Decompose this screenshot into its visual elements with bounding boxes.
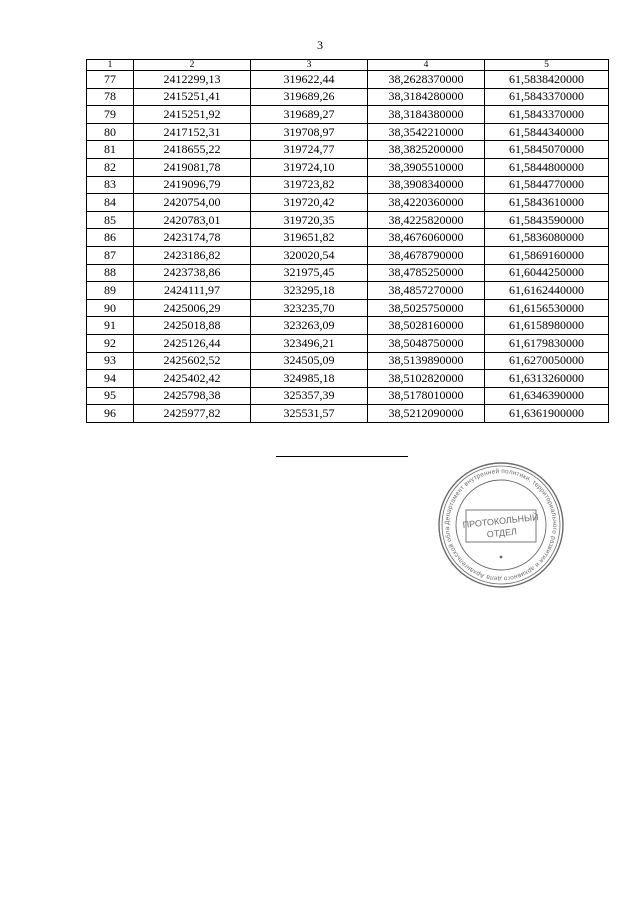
y-coordinate-cell: 323496,21 — [251, 334, 368, 352]
y-coordinate-cell: 319720,35 — [251, 211, 368, 229]
point-number-cell: 89 — [87, 282, 134, 300]
latitude-cell: 61,6346390000 — [485, 387, 609, 405]
longitude-cell: 38,5048750000 — [368, 334, 485, 352]
y-coordinate-cell: 324985,18 — [251, 370, 368, 388]
y-coordinate-cell: 319622,44 — [251, 71, 368, 89]
x-coordinate-cell: 2425018,88 — [134, 317, 251, 335]
y-coordinate-cell: 319724,77 — [251, 141, 368, 159]
latitude-cell: 61,5843590000 — [485, 211, 609, 229]
table-row — [87, 141, 609, 159]
point-number-cell: 77 — [87, 71, 134, 89]
y-coordinate-cell: 323295,18 — [251, 282, 368, 300]
table-row — [87, 176, 609, 194]
latitude-cell: 61,5838420000 — [485, 71, 609, 89]
column-header-5: 5 — [485, 60, 609, 71]
latitude-cell: 61,5843370000 — [485, 106, 609, 124]
point-number-cell: 95 — [87, 387, 134, 405]
longitude-cell: 38,4225820000 — [368, 211, 485, 229]
latitude-cell: 61,6361900000 — [485, 405, 609, 423]
table-row — [87, 71, 609, 89]
longitude-cell: 38,5139890000 — [368, 352, 485, 370]
longitude-cell: 38,4785250000 — [368, 264, 485, 282]
point-number-cell: 88 — [87, 264, 134, 282]
y-coordinate-cell: 323263,09 — [251, 317, 368, 335]
column-header-1: 1 — [87, 60, 134, 71]
longitude-cell: 38,3908340000 — [368, 176, 485, 194]
latitude-cell: 61,6044250000 — [485, 264, 609, 282]
table-row — [87, 123, 609, 141]
column-header-4: 4 — [368, 60, 485, 71]
x-coordinate-cell: 2423186,82 — [134, 246, 251, 264]
x-coordinate-cell: 2418655,22 — [134, 141, 251, 159]
x-coordinate-cell: 2425798,38 — [134, 387, 251, 405]
longitude-cell: 38,4676060000 — [368, 229, 485, 247]
table-row — [87, 387, 609, 405]
longitude-cell: 38,5025750000 — [368, 299, 485, 317]
x-coordinate-cell: 2417152,31 — [134, 123, 251, 141]
longitude-cell: 38,3905510000 — [368, 158, 485, 176]
x-coordinate-cell: 2425126,44 — [134, 334, 251, 352]
longitude-cell: 38,3184280000 — [368, 88, 485, 106]
x-coordinate-cell: 2415251,41 — [134, 88, 251, 106]
x-coordinate-cell: 2425402,42 — [134, 370, 251, 388]
x-coordinate-cell: 2423738,86 — [134, 264, 251, 282]
y-coordinate-cell: 319720,42 — [251, 194, 368, 212]
x-coordinate-cell: 2419096,79 — [134, 176, 251, 194]
latitude-cell: 61,6156530000 — [485, 299, 609, 317]
point-number-cell: 80 — [87, 123, 134, 141]
x-coordinate-cell: 2420783,01 — [134, 211, 251, 229]
point-number-cell: 78 — [87, 88, 134, 106]
longitude-cell: 38,3542210000 — [368, 123, 485, 141]
table-row — [87, 352, 609, 370]
point-number-cell: 90 — [87, 299, 134, 317]
latitude-cell: 61,5843610000 — [485, 194, 609, 212]
svg-text:ОТДЕЛ: ОТДЕЛ — [486, 526, 518, 540]
latitude-cell: 61,6158980000 — [485, 317, 609, 335]
latitude-cell: 61,5836080000 — [485, 229, 609, 247]
y-coordinate-cell: 324505,09 — [251, 352, 368, 370]
point-number-cell: 79 — [87, 106, 134, 124]
y-coordinate-cell: 321975,45 — [251, 264, 368, 282]
y-coordinate-cell: 319689,26 — [251, 88, 368, 106]
y-coordinate-cell: 319724,10 — [251, 158, 368, 176]
longitude-cell: 38,3825200000 — [368, 141, 485, 159]
longitude-cell: 38,4678790000 — [368, 246, 485, 264]
point-number-cell: 96 — [87, 405, 134, 423]
table-row — [87, 211, 609, 229]
latitude-cell: 61,6162440000 — [485, 282, 609, 300]
closing-line — [276, 456, 408, 457]
y-coordinate-cell: 323235,70 — [251, 299, 368, 317]
table-row — [87, 282, 609, 300]
longitude-cell: 38,5028160000 — [368, 317, 485, 335]
point-number-cell: 84 — [87, 194, 134, 212]
latitude-cell: 61,5869160000 — [485, 246, 609, 264]
point-number-cell: 81 — [87, 141, 134, 159]
x-coordinate-cell: 2425602,52 — [134, 352, 251, 370]
point-number-cell: 87 — [87, 246, 134, 264]
latitude-cell: 61,6313260000 — [485, 370, 609, 388]
latitude-cell: 61,5844340000 — [485, 123, 609, 141]
svg-text:ПРОТОКОЛЬНЫЙ: ПРОТОКОЛЬНЫЙ — [462, 512, 539, 530]
longitude-cell: 38,4857270000 — [368, 282, 485, 300]
table-row — [87, 106, 609, 124]
y-coordinate-cell: 319708,97 — [251, 123, 368, 141]
table-header — [87, 60, 609, 71]
point-number-cell: 83 — [87, 176, 134, 194]
column-header-2: 2 — [134, 60, 251, 71]
y-coordinate-cell: 319651,82 — [251, 229, 368, 247]
latitude-cell: 61,5844800000 — [485, 158, 609, 176]
x-coordinate-cell: 2420754,00 — [134, 194, 251, 212]
point-number-cell: 93 — [87, 352, 134, 370]
longitude-cell: 38,2628370000 — [368, 71, 485, 89]
svg-text:Департамент внутренней политик: Департамент внутренней политики, территориального развития и архивного дела Архангельской обла — [443, 467, 559, 583]
point-number-cell: 85 — [87, 211, 134, 229]
table-body — [87, 71, 609, 423]
y-coordinate-cell: 319723,82 — [251, 176, 368, 194]
round-seal-stamp — [436, 460, 566, 590]
table-row — [87, 405, 609, 423]
y-coordinate-cell: 320020,54 — [251, 246, 368, 264]
table-row — [87, 299, 609, 317]
longitude-cell: 38,5212090000 — [368, 405, 485, 423]
table-row — [87, 88, 609, 106]
table-header-row — [87, 60, 609, 71]
longitude-cell: 38,5102820000 — [368, 370, 485, 388]
y-coordinate-cell: 319689,27 — [251, 106, 368, 124]
x-coordinate-cell: 2425977,82 — [134, 405, 251, 423]
point-number-cell: 92 — [87, 334, 134, 352]
x-coordinate-cell: 2419081,78 — [134, 158, 251, 176]
point-number-cell: 91 — [87, 317, 134, 335]
point-number-cell: 82 — [87, 158, 134, 176]
longitude-cell: 38,4220360000 — [368, 194, 485, 212]
latitude-cell: 61,5843370000 — [485, 88, 609, 106]
x-coordinate-cell: 2423174,78 — [134, 229, 251, 247]
point-number-cell: 86 — [87, 229, 134, 247]
table-row — [87, 317, 609, 335]
latitude-cell: 61,6270050000 — [485, 352, 609, 370]
x-coordinate-cell: 2412299,13 — [134, 71, 251, 89]
latitude-cell: 61,5845070000 — [485, 141, 609, 159]
point-number-cell: 94 — [87, 370, 134, 388]
table-row — [87, 194, 609, 212]
table-row — [87, 246, 609, 264]
table-row — [87, 334, 609, 352]
table-row — [87, 264, 609, 282]
table-row — [87, 370, 609, 388]
y-coordinate-cell: 325357,39 — [251, 387, 368, 405]
longitude-cell: 38,3184380000 — [368, 106, 485, 124]
longitude-cell: 38,5178010000 — [368, 387, 485, 405]
table-row — [87, 158, 609, 176]
x-coordinate-cell: 2424111,97 — [134, 282, 251, 300]
x-coordinate-cell: 2415251,92 — [134, 106, 251, 124]
x-coordinate-cell: 2425006,29 — [134, 299, 251, 317]
column-header-3: 3 — [251, 60, 368, 71]
y-coordinate-cell: 325531,57 — [251, 405, 368, 423]
page-number: 3 — [317, 38, 323, 52]
latitude-cell: 61,5844770000 — [485, 176, 609, 194]
coordinates-table — [86, 59, 609, 423]
latitude-cell: 61,6179830000 — [485, 334, 609, 352]
table-row — [87, 229, 609, 247]
